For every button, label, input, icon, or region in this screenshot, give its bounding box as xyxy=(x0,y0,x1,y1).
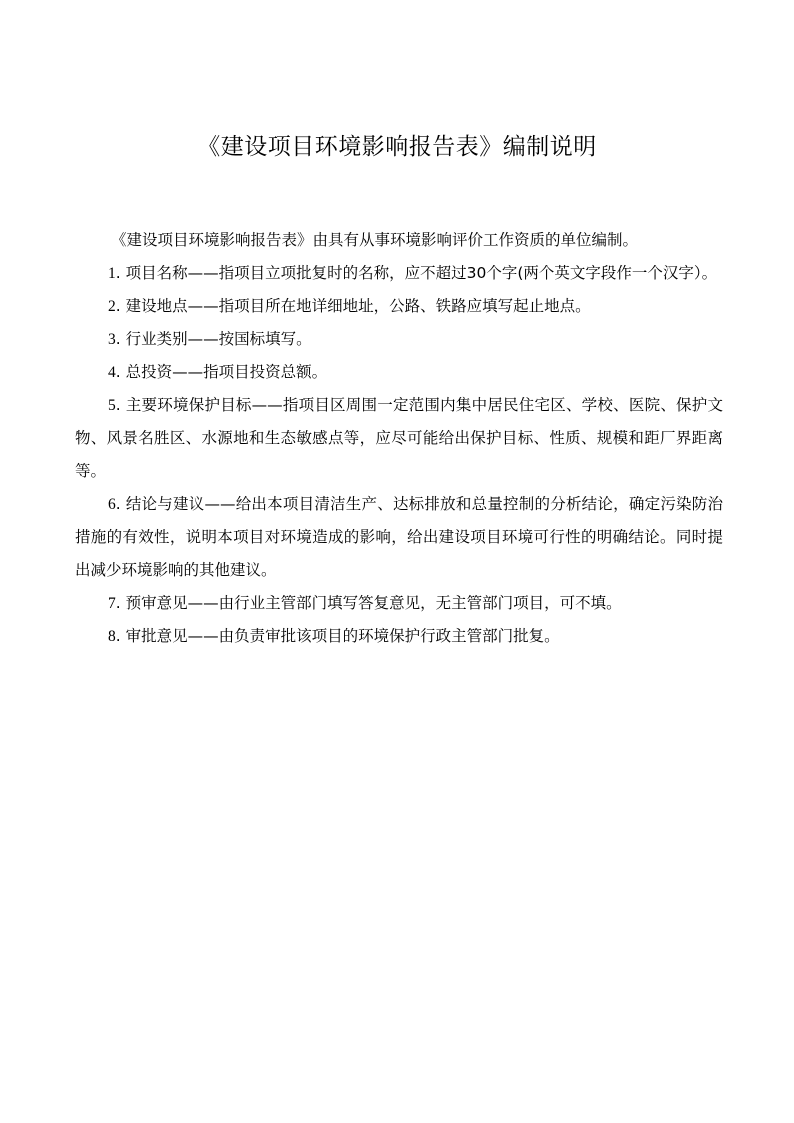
list-item xyxy=(75,323,723,356)
item-text: . 总投资——指项目投资总额。 xyxy=(115,363,328,381)
list-item xyxy=(75,488,723,587)
document-body xyxy=(75,224,723,653)
list-item xyxy=(75,587,723,620)
item-number: 3 xyxy=(108,331,116,348)
item-number: 5 xyxy=(108,397,116,414)
list-item xyxy=(75,257,723,290)
item-text: . 行业类别——按国标填写。 xyxy=(115,330,312,348)
list-item xyxy=(75,356,723,389)
item-text: . 建设地点——指项目所在地详细地址，公路、铁路应填写起止地点。 xyxy=(115,297,591,315)
item-text: . 主要环境保护目标——指项目区周围一定范围内集中居民住宅区、学校、医院、保护文物、风景名胜区、水源地和生态敏感点等，应尽可能给出保护目标、性质、规模和距厂界距离等。 xyxy=(75,396,723,480)
item-number: 8 xyxy=(108,628,116,645)
list-item xyxy=(75,389,723,488)
item-text: . 项目名称——指项目立项批复时的名称，应不超过30个字(两个英文字段作一个汉字）。 xyxy=(115,264,718,282)
list-item xyxy=(75,290,723,323)
intro-paragraph: 《建设项目环境影响报告表》由具有从事环境影响评价工作资质的单位编制。 xyxy=(111,231,639,249)
item-number: 7 xyxy=(108,595,116,612)
item-text: . 预审意见——由行业主管部门填写答复意见，无主管部门项目，可不填。 xyxy=(115,594,622,612)
page-title: 《建设项目环境影响报告表》编制说明 xyxy=(197,134,597,160)
item-number: 2 xyxy=(108,298,116,315)
item-number: 1 xyxy=(108,265,116,282)
item-text: . 结论与建议——给出本项目清洁生产、达标排放和总量控制的分析结论，确定污染防治措施的有效性，说明本项目对环境造成的影响，给出建设项目环境可行性的明确结论。同时提出减少环境影响的其他建议。 xyxy=(75,495,723,579)
item-text: . 审批意见——由负责审批该项目的环境保护行政主管部门批复。 xyxy=(115,627,560,645)
item-number: 4 xyxy=(108,364,116,381)
list-item xyxy=(75,620,723,653)
item-number: 6 xyxy=(108,496,116,513)
